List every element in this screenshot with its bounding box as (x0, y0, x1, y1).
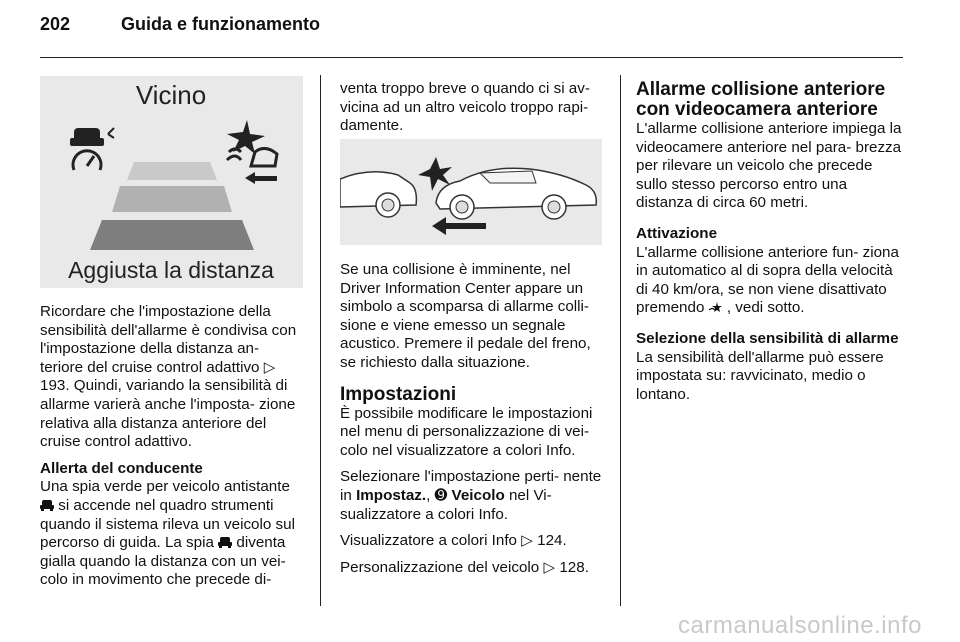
distance-bar-far (90, 220, 254, 250)
figure-bottom-label: Aggiusta la distanza (68, 257, 274, 283)
column-3 (636, 80, 904, 404)
column-divider-1 (320, 75, 321, 606)
select-setting-text-a: Selezionare l'impostazione perti- nente in (340, 468, 602, 504)
watermark: carmanualsonline.info (678, 612, 922, 639)
paragraph-sensitivity-note (40, 303, 304, 452)
column-2 (340, 80, 604, 136)
header-rule (40, 57, 903, 58)
heading-collision-camera: Allarme collisione anteriore con videocamera anteriore (636, 79, 886, 120)
page-header (40, 14, 320, 35)
collision-warning-icon (227, 120, 277, 184)
warning-light-text-b: si accende nel quadro strumenti quando il sistema rileva un veicolo sul percorso di guida. La spia (40, 496, 295, 552)
front-car-icon (436, 168, 596, 219)
vehicle-ahead-icon (218, 537, 232, 548)
paragraph-settings-menu: È possibile modificare le impostazioni nel menu di personalizzazione di vei- colo nel visualizzatore a colori Info. (340, 404, 593, 459)
paragraph-sensitivity-options: La sensibilità dell'allarme può essere impostata su: ravvicinato, medio o lontano. (636, 348, 884, 403)
column-1 (40, 303, 304, 590)
collision-cars-graphic (340, 139, 602, 245)
page-title: Guida e funzionamento (121, 14, 321, 34)
distance-display-figure (40, 76, 303, 288)
heading-allerta: Allerta del conducente (40, 459, 203, 477)
paragraph-warning-light (40, 478, 304, 590)
activation-text-a: L'allarme collisione anteriore fun- ziona in automatico al di sopra della velocità di 40 km/ora, se non viene disattivato premendo (636, 243, 899, 317)
vehicle-ahead-icon (40, 500, 54, 511)
distance-bar-near (127, 162, 217, 180)
page-number: 202 (40, 14, 71, 34)
heading-selezione-sensibilita: Selezione della sensibilità di allarme (636, 329, 899, 347)
sensitivity-note-text: Ricordare che l'impostazione della sensibilità dell'allarme è condivisa con l'impostazione della distanza an- teriore del cruise control adattivo (40, 303, 297, 376)
menu-arrow-icon: ➒ (434, 486, 448, 504)
distance-display-graphic (40, 76, 303, 288)
menu-separator: , (426, 486, 431, 504)
arrow-left-icon (432, 217, 486, 235)
heading-impostazioni: Impostazioni (340, 383, 457, 405)
paragraph-continuation: venta troppo breve o quando ci si av- vicina ad un altro veicolo troppo rapi- damente. (340, 80, 590, 135)
column-divider-2 (620, 75, 621, 606)
paragraph-collision-imminent: Se una collisione è imminente, nel Driver Information Center appare un simbolo a scomparsa di allarme colli- sione e viene emesso un segnale acustico. Premere il pedale del freno, se richiesto dalla situazione. (340, 261, 591, 371)
paragraph-select-setting (340, 468, 604, 524)
page-ref-128[interactable]: Personalizzazione del veicolo ▷ 128. (340, 558, 589, 576)
rear-car-icon (340, 172, 416, 217)
collision-alert-button-icon (709, 302, 723, 313)
car-gauge-icon (70, 128, 114, 170)
warning-light-text-a: Una spia verde per veicolo antistante (40, 478, 290, 496)
warning-light-text-c: diventa gialla quando la distanza con un vei- colo in movimento che precede di- (40, 534, 286, 589)
heading-attivazione: Attivazione (636, 224, 718, 242)
menu-veicolo: Veicolo (451, 486, 505, 504)
select-setting-text-b: nel Vi- sualizzatore a colori Info. (340, 486, 552, 523)
page-ref-124[interactable]: Visualizzatore a colori Info ▷ 124. (340, 532, 567, 550)
column-2-body (340, 261, 604, 577)
figure-top-label: Vicino (135, 80, 207, 110)
page-ref-193[interactable]: ▷ 193. Quindi, variando la sensibilità di allarme varierà anche l'imposta- zione relativa alla distanza anteriore del cruise control adattivo. (40, 358, 296, 451)
distance-bar-medium (112, 186, 232, 212)
paragraph-camera-description: L'allarme collisione anteriore impiega la videocamere anteriore nel para- brezza per rilevare un veicolo che precede sullo stesso percorso entro una distanza di circa 60 metri. (636, 120, 902, 212)
activation-text-b: , vedi sotto. (726, 299, 805, 317)
paragraph-activation (636, 244, 904, 318)
collision-illustration (340, 139, 602, 245)
menu-impostaz: Impostaz. (356, 486, 427, 504)
